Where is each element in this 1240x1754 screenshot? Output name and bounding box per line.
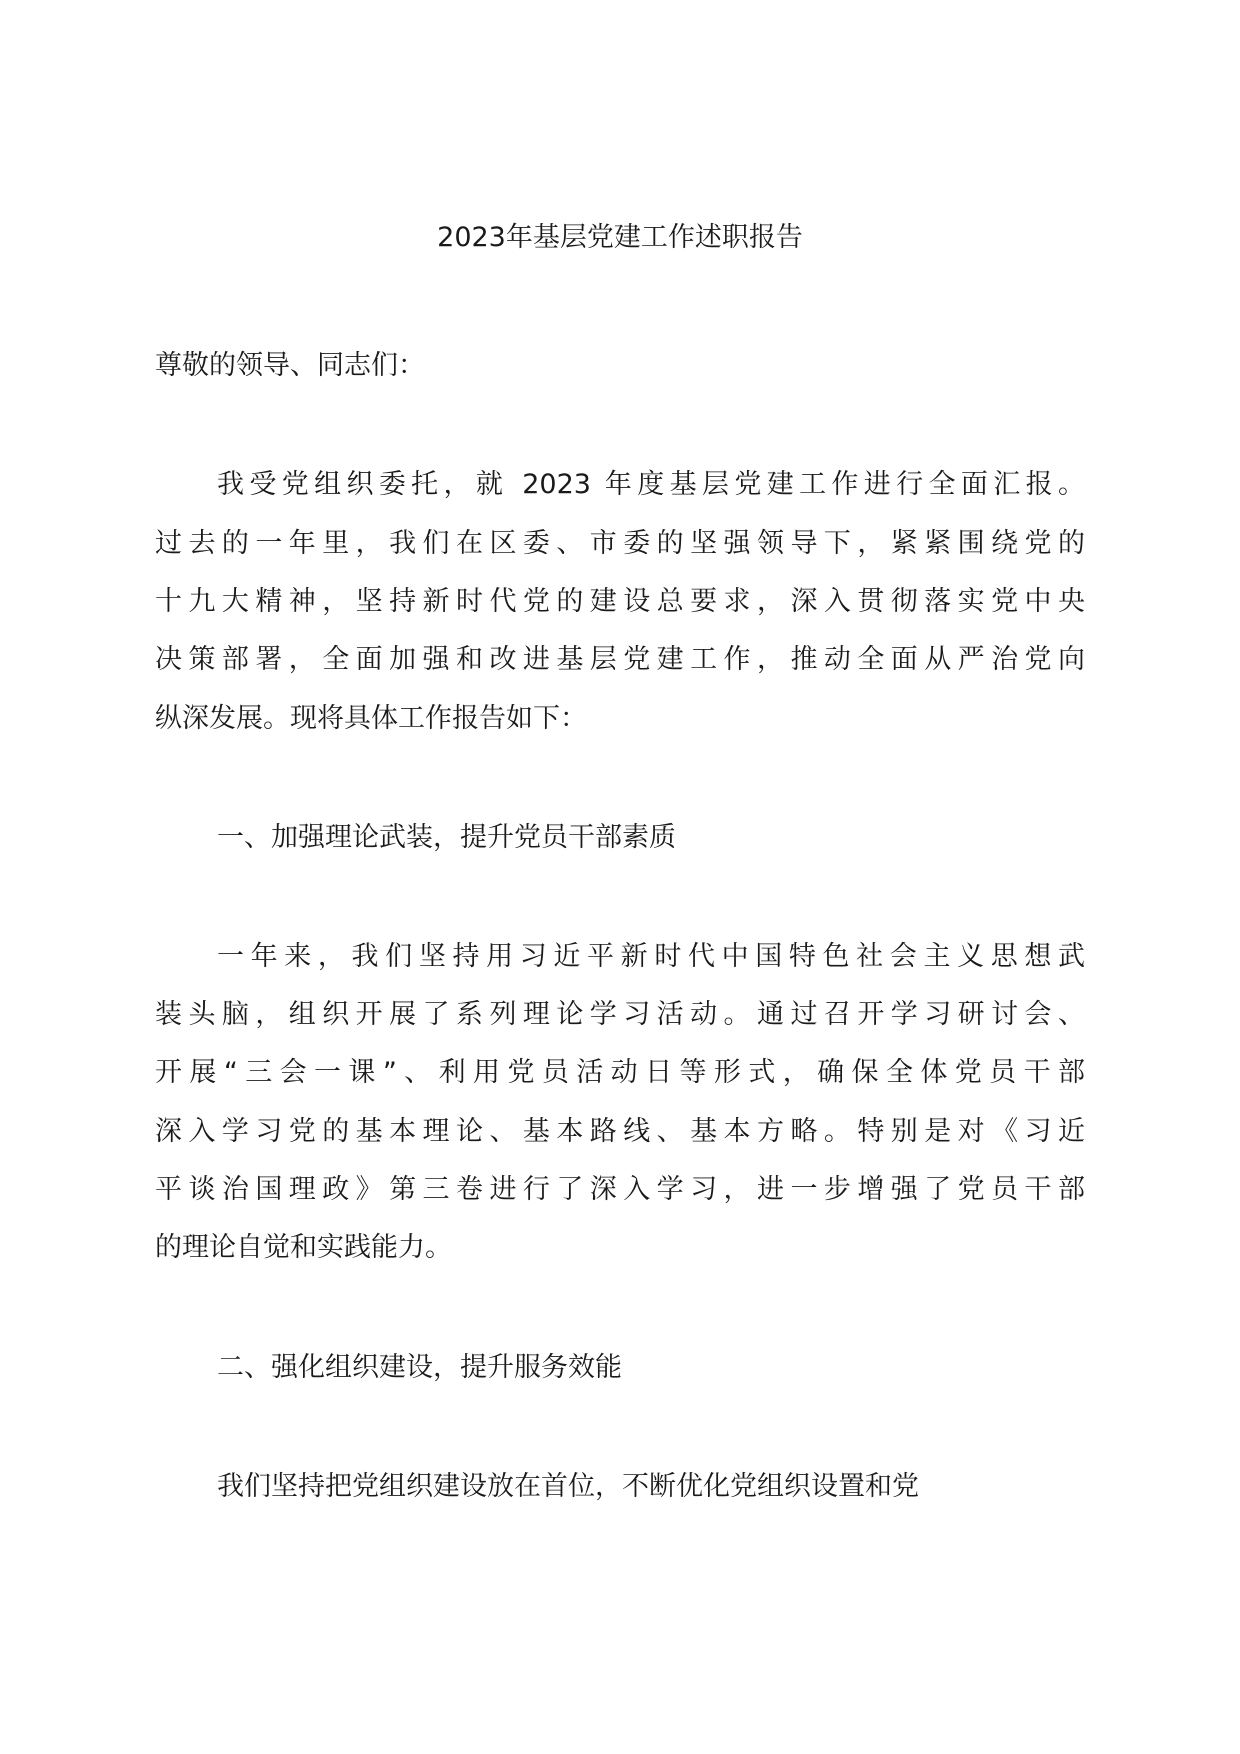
paragraph-line: 纵深发展。现将具体工作报告如下： <box>155 703 587 734</box>
section-heading-1: 一、加强理论武装，提升党员干部素质 <box>217 822 676 853</box>
salutation: 尊敬的领导、同志们： <box>155 350 425 381</box>
paragraph-line: 一年来，我们坚持用习近平新时代中国特色社会主义思想武 <box>217 941 1085 972</box>
paragraph-line: 过去的一年里，我们在区委、市委的坚强领导下，紧紧围绕党的 <box>155 528 1085 559</box>
paragraph-line: 十九大精神，坚持新时代党的建设总要求，深入贯彻落实党中央 <box>155 586 1085 617</box>
paragraph-line: 的理论自觉和实践能力。 <box>155 1232 452 1263</box>
paragraph-line: 开展“三会一课”、利用党员活动日等形式，确保全体党员干部 <box>155 1057 1085 1088</box>
paragraph-line: 我受党组织委托，就 2023 年度基层党建工作进行全面汇报。 <box>217 469 1085 500</box>
paragraph-line: 平谈治国理政》第三卷进行了深入学习，进一步增强了党员干部 <box>155 1174 1085 1205</box>
section-heading-2: 二、强化组织建设，提升服务效能 <box>217 1352 622 1383</box>
paragraph-line: 深入学习党的基本理论、基本路线、基本方略。特别是对《习近 <box>155 1116 1085 1147</box>
paragraph-line: 决策部署，全面加强和改进基层党建工作，推动全面从严治党向 <box>155 644 1085 675</box>
document-title: 2023年基层党建工作述职报告 <box>437 222 803 253</box>
paragraph-line: 装头脑，组织开展了系列理论学习活动。通过召开学习研讨会、 <box>155 999 1085 1030</box>
paragraph-line: 我们坚持把党组织建设放在首位，不断优化党组织设置和党 <box>217 1471 919 1502</box>
